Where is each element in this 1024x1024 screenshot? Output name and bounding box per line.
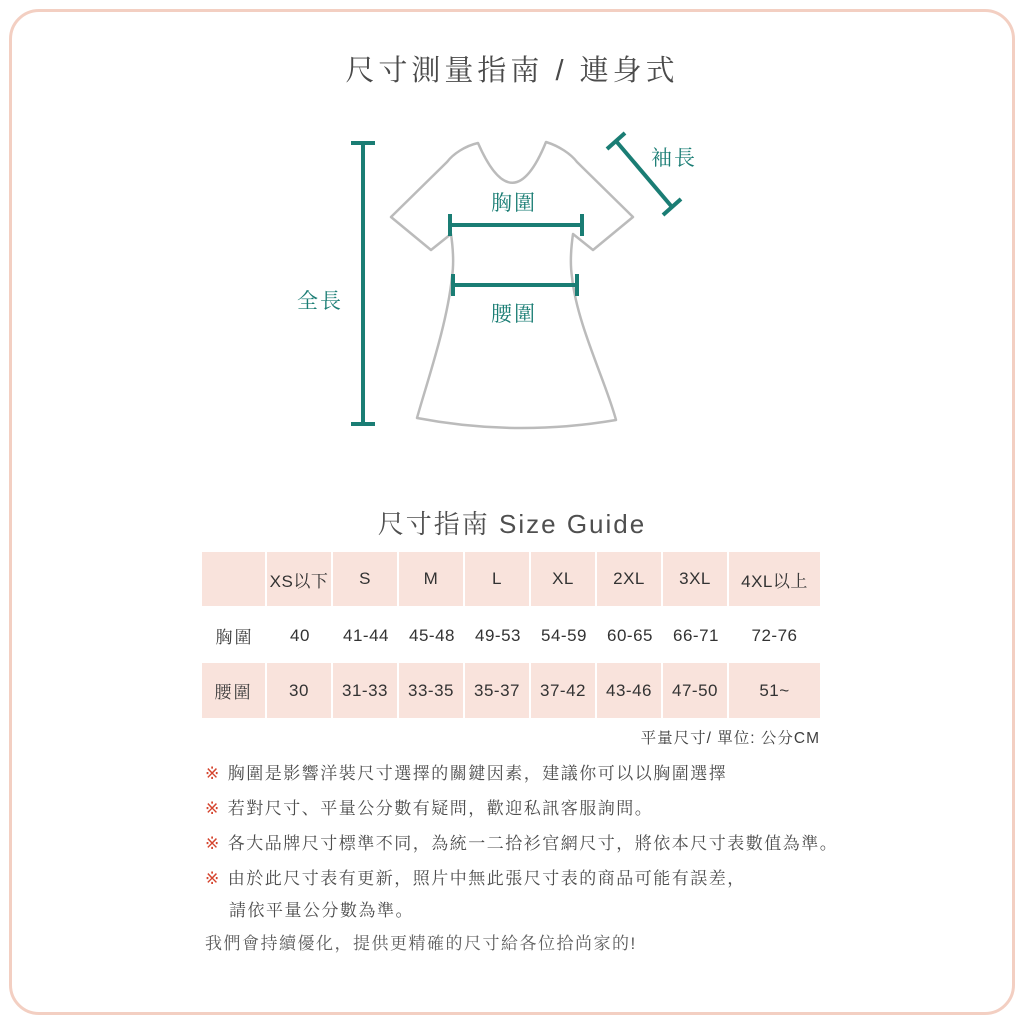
- table-header-row: [202, 552, 820, 608]
- unit-note: 平量尺寸/ 單位: 公分CM: [640, 730, 820, 747]
- table-header-cell: 3XL: [663, 552, 729, 608]
- table-header-cell: S: [333, 552, 399, 608]
- note-line: [205, 759, 727, 784]
- table-cell: 66-71: [673, 625, 719, 645]
- table-cell: 60-65: [607, 625, 653, 645]
- table-header-cell: XL: [531, 552, 597, 608]
- table-cell: 47-50: [663, 663, 729, 718]
- table-row-chest: [202, 608, 820, 663]
- table-cell: 40: [290, 625, 310, 645]
- table-cell: 72-76: [751, 625, 798, 645]
- chest-label: 胸圍: [491, 192, 537, 215]
- page-header: [0, 48, 1024, 89]
- reference-mark: ※: [205, 869, 221, 888]
- note-footer: 我們會持續優化，提供更精確的尺寸給各位拾尚家的!: [205, 934, 637, 953]
- table-cell: 51~: [759, 680, 790, 700]
- note-continuation: 請依平量公分數為準。: [229, 901, 414, 920]
- size-guide-title: 尺寸指南 Size Guide: [377, 509, 647, 539]
- table-cell: 41-44: [343, 625, 389, 645]
- table-cell: 54-59: [541, 625, 587, 645]
- table-header-cell: M: [399, 552, 465, 608]
- note-line: [205, 829, 838, 854]
- row-label: 腰圍: [202, 663, 267, 718]
- full-length-line: [351, 143, 375, 424]
- dress-diagram: [280, 120, 740, 450]
- full-length-label: 全長: [297, 290, 343, 313]
- table-cell: 31-33: [333, 663, 399, 718]
- table-cell: 37-42: [531, 663, 597, 718]
- table-header-cell: 2XL: [597, 552, 663, 608]
- note-text: 胸圍是影響洋裝尺寸選擇的關鍵因素，建議你可以以胸圍選擇: [227, 764, 728, 783]
- row-label: 胸圍: [215, 628, 254, 647]
- table-cell: 49-53: [475, 625, 521, 645]
- table-row-waist: [202, 663, 820, 718]
- note-text: 若對尺寸、平量公分數有疑問，歡迎私訊客服詢問。: [227, 799, 654, 818]
- table-cell: 43-46: [597, 663, 663, 718]
- table-cell: 35-37: [465, 663, 531, 718]
- table-cell: 45-48: [409, 625, 455, 645]
- table-header-cell: L: [465, 552, 531, 608]
- note-text: 由於此尺寸表有更新，照片中無此張尺寸表的商品可能有誤差，: [227, 869, 746, 888]
- table-header-cell: XS以下: [267, 552, 333, 608]
- table-header-corner: [202, 552, 267, 608]
- reference-mark: ※: [205, 834, 221, 853]
- note-line: [205, 794, 653, 819]
- note-line: [205, 864, 746, 889]
- reference-mark: ※: [205, 799, 221, 818]
- page-title: 尺寸測量指南 / 連身式: [345, 55, 679, 87]
- reference-mark: ※: [205, 764, 221, 783]
- table-header-cell: 4XL以上: [729, 552, 820, 608]
- sleeve-length-label: 袖長: [651, 147, 697, 170]
- table-cell: 30: [267, 663, 333, 718]
- size-table: [202, 552, 820, 718]
- table-cell: 33-35: [399, 663, 465, 718]
- waist-label: 腰圍: [491, 303, 537, 326]
- note-text: 各大品牌尺寸標準不同，為統一二拾衫官網尺寸，將依本尺寸表數值為準。: [227, 834, 839, 853]
